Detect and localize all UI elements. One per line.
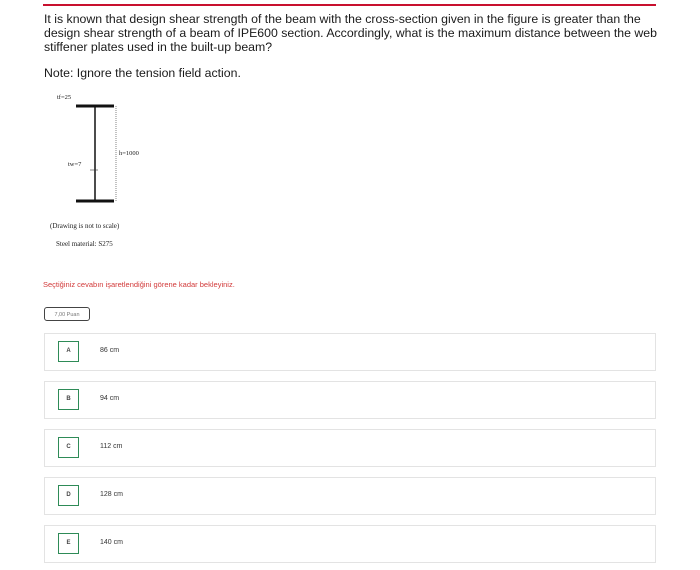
top-accent-rule xyxy=(43,4,656,6)
steel-material-caption: Steel material: S275 xyxy=(56,240,113,248)
option-b[interactable] xyxy=(44,381,656,419)
option-letter[interactable]: B xyxy=(58,389,79,410)
option-text: 128 cm xyxy=(100,491,123,498)
option-e[interactable] xyxy=(44,525,656,563)
option-text: 86 cm xyxy=(100,347,120,354)
question-note: Note: Ignore the tension field action. xyxy=(44,66,241,80)
option-text: 140 cm xyxy=(100,539,123,546)
points-badge: 7,00 Puan xyxy=(44,307,90,321)
beam-cross-section-figure xyxy=(52,90,162,215)
option-c[interactable] xyxy=(44,429,656,467)
waiting-message: Seçtiğiniz cevabın işaretlendiğini görene kadar bekleyiniz. xyxy=(43,280,235,289)
web-thickness-label: tw=7 xyxy=(68,161,82,168)
flange-thickness-label: tf=25 xyxy=(57,94,72,101)
option-text: 94 cm xyxy=(100,395,120,402)
option-letter[interactable]: D xyxy=(58,485,79,506)
option-text: 112 cm xyxy=(100,443,123,450)
option-letter[interactable]: E xyxy=(58,533,79,554)
height-label: h=1000 xyxy=(119,150,139,157)
option-a[interactable] xyxy=(44,333,656,371)
drawing-scale-caption: (Drawing is not to scale) xyxy=(50,222,120,230)
option-d[interactable] xyxy=(44,477,656,515)
option-letter[interactable]: C xyxy=(58,437,79,458)
question-text: It is known that design shear strength of the beam with the cross-section given in the figure is greater than the design shear strength of a beam of IPE600 section. Accordingly, what is the maximum distance between the web stiffener plates used in the built-up beam? xyxy=(44,12,657,54)
option-letter[interactable]: A xyxy=(58,341,79,362)
